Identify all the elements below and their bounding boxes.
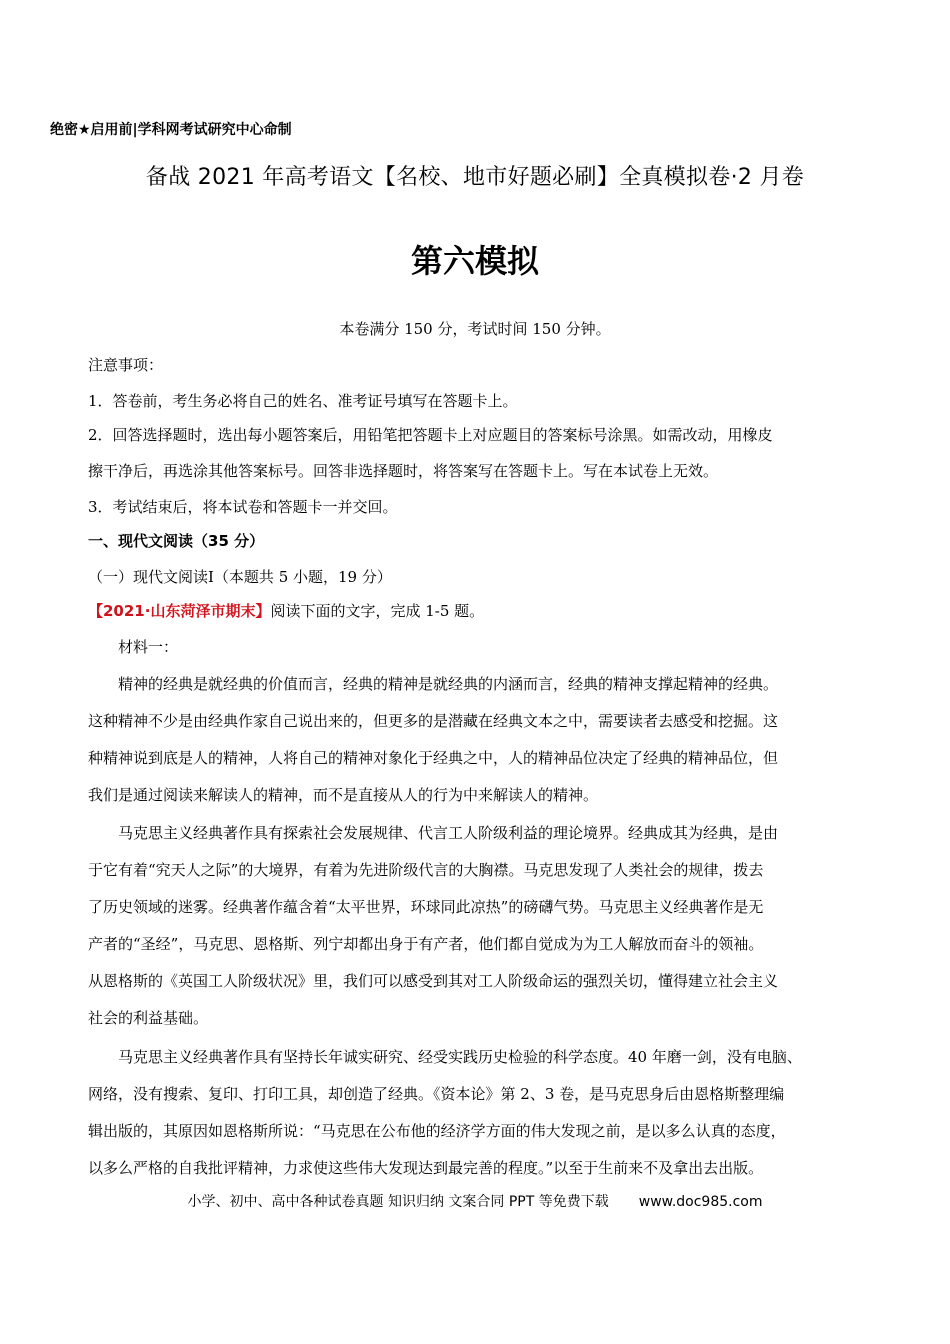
passage-line: 我们是通过阅读来解读人的精神，而不是直接从人的行为中来解读人的精神。	[88, 786, 599, 804]
footer-text: 小学、初中、高中各种试卷真题 知识归纳 文案合同 PPT 等免费下载	[187, 1194, 609, 1210]
notice-item-2-line-1: 2．回答选择题时，选出每小题答案后，用铅笔把答题卡上对应题目的答案标号涂黑。如需改动，用橡皮	[88, 426, 773, 444]
score-time-line: 本卷满分 150 分，考试时间 150 分钟。	[339, 320, 611, 338]
notice-item-2-line-2: 擦干净后，再选涂其他答案标号。回答非选择题时，将答案写在答题卡上。写在本试卷上无效。	[88, 462, 719, 480]
passage-line: 社会的利益基础。	[88, 1009, 209, 1027]
passage-line: 马克思主义经典著作具有坚持长年诚实研究、经受实践历史检验的科学态度。40 年磨一剑，没有电脑、	[118, 1048, 802, 1066]
notice-item-3: 3．考试结束后，将本试卷和答题卡一并交回。	[88, 498, 398, 516]
source-instruction: 阅读下面的文字，完成 1-5 题。	[270, 602, 485, 620]
material-label: 材料一：	[118, 638, 179, 656]
footer-url[interactable]: www.doc985.com	[638, 1194, 763, 1210]
series-title: 备战 2021 年高考语文【名校、地市好题必刷】全真模拟卷·2 月卷	[145, 165, 805, 190]
passage-line: 从恩格斯的《英国工人阶级状况》里，我们可以感受到其对工人阶级命运的强烈关切，懂得建立社会主义	[88, 972, 779, 990]
passage-line: 以多么严格的自我批评精神，力求使这些伟大发现达到最完善的程度。”以至于生前来不及拿出去出版。	[88, 1159, 764, 1177]
confidential-mark: 绝密★启用前|学科网考试研究中心命制	[50, 122, 292, 138]
passage-line: 产者的“圣经”，马克思、恩格斯、列宁却都出身于有产者，他们都自觉成为为工人解放而奋斗的领袖。	[88, 935, 764, 953]
section-heading: 一、现代文阅读（35 分）	[88, 532, 265, 550]
source-line	[88, 600, 484, 621]
passage-line: 了历史领域的迷雾。经典著作蕴含着“太平世界，环球同此凉热”的磅礴气势。马克思主义经典著作是无	[88, 898, 764, 916]
passage-line: 辑出版的，其原因如恩格斯所说：“马克思在公布他的经济学方面的伟大发现之前，是以多么认真的态度，	[88, 1122, 786, 1140]
notice-heading: 注意事项：	[88, 356, 164, 374]
source-tag: 【2021·山东菏泽市期末】	[88, 602, 271, 620]
exam-title: 第六模拟	[410, 242, 539, 280]
passage-line: 种精神说到底是人的精神，人将自己的精神对象化于经典之中，人的精神品位决定了经典的精神品位，但	[88, 749, 779, 767]
passage-line: 于它有着“究天人之际”的大境界，有着为先进阶级代言的大胸襟。马克思发现了人类社会的规律，拨去	[88, 861, 764, 879]
passage-line: 这种精神不少是由经典作家自己说出来的，但更多的是潜藏在经典文本之中，需要读者去感受和挖掘。这	[88, 712, 779, 730]
footer	[0, 1191, 950, 1211]
passage-line: 精神的经典是就经典的价值而言，经典的精神是就经典的内涵而言，经典的精神支撑起精神的经典。	[118, 675, 779, 693]
passage-line: 马克思主义经典著作具有探索社会发展规律、代言工人阶级利益的理论境界。经典成其为经典，是由	[118, 824, 779, 842]
notice-item-1: 1．答卷前，考生务必将自己的姓名、准考证号填写在答题卡上。	[88, 392, 518, 410]
passage-line: 网络，没有搜索、复印、打印工具，却创造了经典。《资本论》第 2、3 卷，是马克思身后由恩格斯整理编	[88, 1085, 785, 1103]
subsection-heading: （一）现代文阅读Ⅰ（本题共 5 小题，19 分）	[88, 568, 392, 586]
